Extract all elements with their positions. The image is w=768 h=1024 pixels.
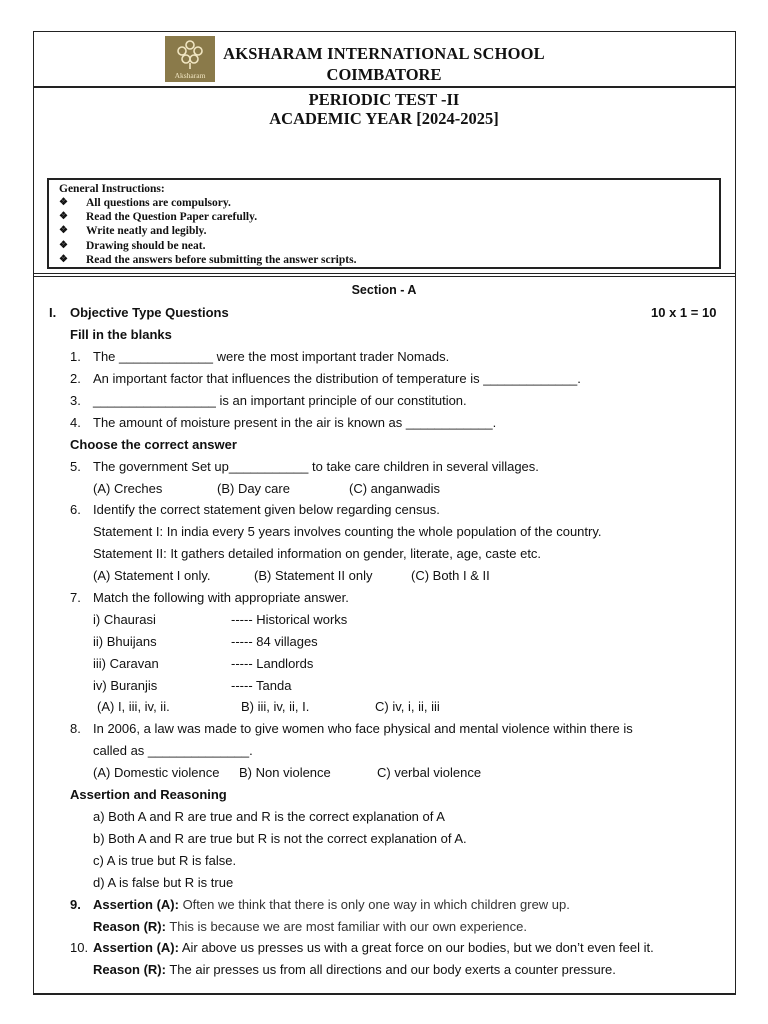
match-left: ii) Bhuijans <box>93 634 157 649</box>
diamond-bullet-icon: ❖ <box>59 253 68 265</box>
ar-option: d) A is false but R is true <box>93 875 234 890</box>
option-a: (A) I, iii, iv, ii. <box>97 699 170 714</box>
question-text: The amount of moisture present in the air is known as ____________. <box>93 415 497 430</box>
choose-heading: Choose the correct answer <box>70 437 237 452</box>
option-c: C) iv, i, ii, iii <box>375 699 440 714</box>
section-title: Section - A <box>351 283 417 297</box>
option-b: (B) Statement II only <box>254 568 373 583</box>
reason-line: Reason (R): This is because we are most familiar with our own experience. <box>93 919 527 934</box>
question-text: Match the following with appropriate answer. <box>93 590 349 605</box>
instruction-item: ❖ Drawing should be neat. <box>59 239 206 252</box>
question-text: In 2006, a law was made to give women who face physical and mental violence within there is <box>93 721 633 736</box>
bottom-rule <box>33 993 736 994</box>
instruction-item: ❖ Read the Question Paper carefully. <box>59 211 258 224</box>
instructions-heading: General Instructions: <box>59 183 165 195</box>
option-c: (C) Both I & II <box>411 568 490 583</box>
assertion-line: Assertion (A): Air above us presses us with a great force on our bodies, but we don’t even feel it. <box>93 940 654 955</box>
school-name: AKSHARAM INTERNATIONAL SCHOOL <box>223 44 545 63</box>
match-left: i) Chaurasi <box>93 612 156 627</box>
match-right: ----- 84 villages <box>231 634 318 649</box>
instruction-item: ❖ Write neatly and legibly. <box>59 225 207 238</box>
logo-text: Aksharam <box>174 71 206 80</box>
ar-option: c) A is true but R is false. <box>93 853 237 868</box>
question-number: 5. <box>70 459 81 474</box>
question-number: 1. <box>70 349 81 364</box>
divider <box>33 276 736 277</box>
part-marks: 10 x 1 = 10 <box>651 305 717 320</box>
part-number: I. <box>49 305 57 320</box>
match-right: ----- Historical works <box>231 612 348 627</box>
question-number: 10. <box>70 940 89 955</box>
school-city: COIMBATORE <box>326 65 442 84</box>
assertion-line: Assertion (A): Often we think that there is only one way in which children grew up. <box>93 897 570 912</box>
option-c: C) verbal violence <box>377 765 482 780</box>
statement-2: Statement II: It gathers detailed information on gender, literate, age, caste etc. <box>93 546 542 561</box>
instruction-item: ❖ Read the answers before submitting the answer scripts. <box>59 253 357 266</box>
question-text: An important factor that influences the distribution of temperature is _____________. <box>93 371 581 386</box>
option-a: (A) Statement I only. <box>93 568 211 583</box>
question-number: 2. <box>70 371 81 386</box>
option-b: B) iii, iv, ii, I. <box>241 699 310 714</box>
match-right: ----- Landlords <box>231 656 314 671</box>
diamond-bullet-icon: ❖ <box>59 211 68 223</box>
option-b: (B) Day care <box>217 481 290 496</box>
question-text-cont: called as ______________. <box>93 743 253 758</box>
question-number: 6. <box>70 502 81 517</box>
match-right: ----- Tanda <box>231 678 292 693</box>
option-c: (C) anganwadis <box>349 481 441 496</box>
ar-option: b) Both A and R are true but R is not the correct explanation of A. <box>93 831 467 846</box>
part-title: Objective Type Questions <box>70 305 229 320</box>
divider <box>33 273 736 274</box>
match-left: iv) Buranjis <box>93 678 158 693</box>
test-title: PERIODIC TEST -II <box>308 90 460 109</box>
option-b: B) Non violence <box>239 765 331 780</box>
question-number: 4. <box>70 415 81 430</box>
diamond-bullet-icon: ❖ <box>59 239 68 251</box>
question-number: 9. <box>70 897 81 912</box>
question-number: 7. <box>70 590 81 605</box>
option-a: (A) Creches <box>93 481 163 496</box>
question-text: Identify the correct statement given below regarding census. <box>93 502 440 517</box>
question-text: _________________ is an important principle of our constitution. <box>93 393 467 408</box>
instruction-item: ❖ All questions are compulsory. <box>59 197 231 209</box>
question-number: 8. <box>70 721 81 736</box>
statement-1: Statement I: In india every 5 years involves counting the whole population of the country. <box>93 524 602 539</box>
reason-line: Reason (R): The air presses us from all directions and our body exerts a counter pressure. <box>93 962 616 977</box>
diamond-bullet-icon: ❖ <box>59 197 68 208</box>
question-text: The government Set up___________ to take care children in several villages. <box>93 459 539 474</box>
assertion-heading: Assertion and Reasoning <box>70 787 227 802</box>
diamond-bullet-icon: ❖ <box>59 225 68 237</box>
option-a: (A) Domestic violence <box>93 765 220 780</box>
question-number: 3. <box>70 393 81 408</box>
question-text: The _____________ were the most important trader Nomads. <box>93 349 450 364</box>
instructions-box <box>47 178 721 269</box>
fill-blanks-heading: Fill in the blanks <box>70 327 172 342</box>
ar-option: a) Both A and R are true and R is the correct explanation of A <box>93 809 445 824</box>
match-left: iii) Caravan <box>93 656 159 671</box>
academic-year: ACADEMIC YEAR [2024-2025] <box>269 109 499 128</box>
